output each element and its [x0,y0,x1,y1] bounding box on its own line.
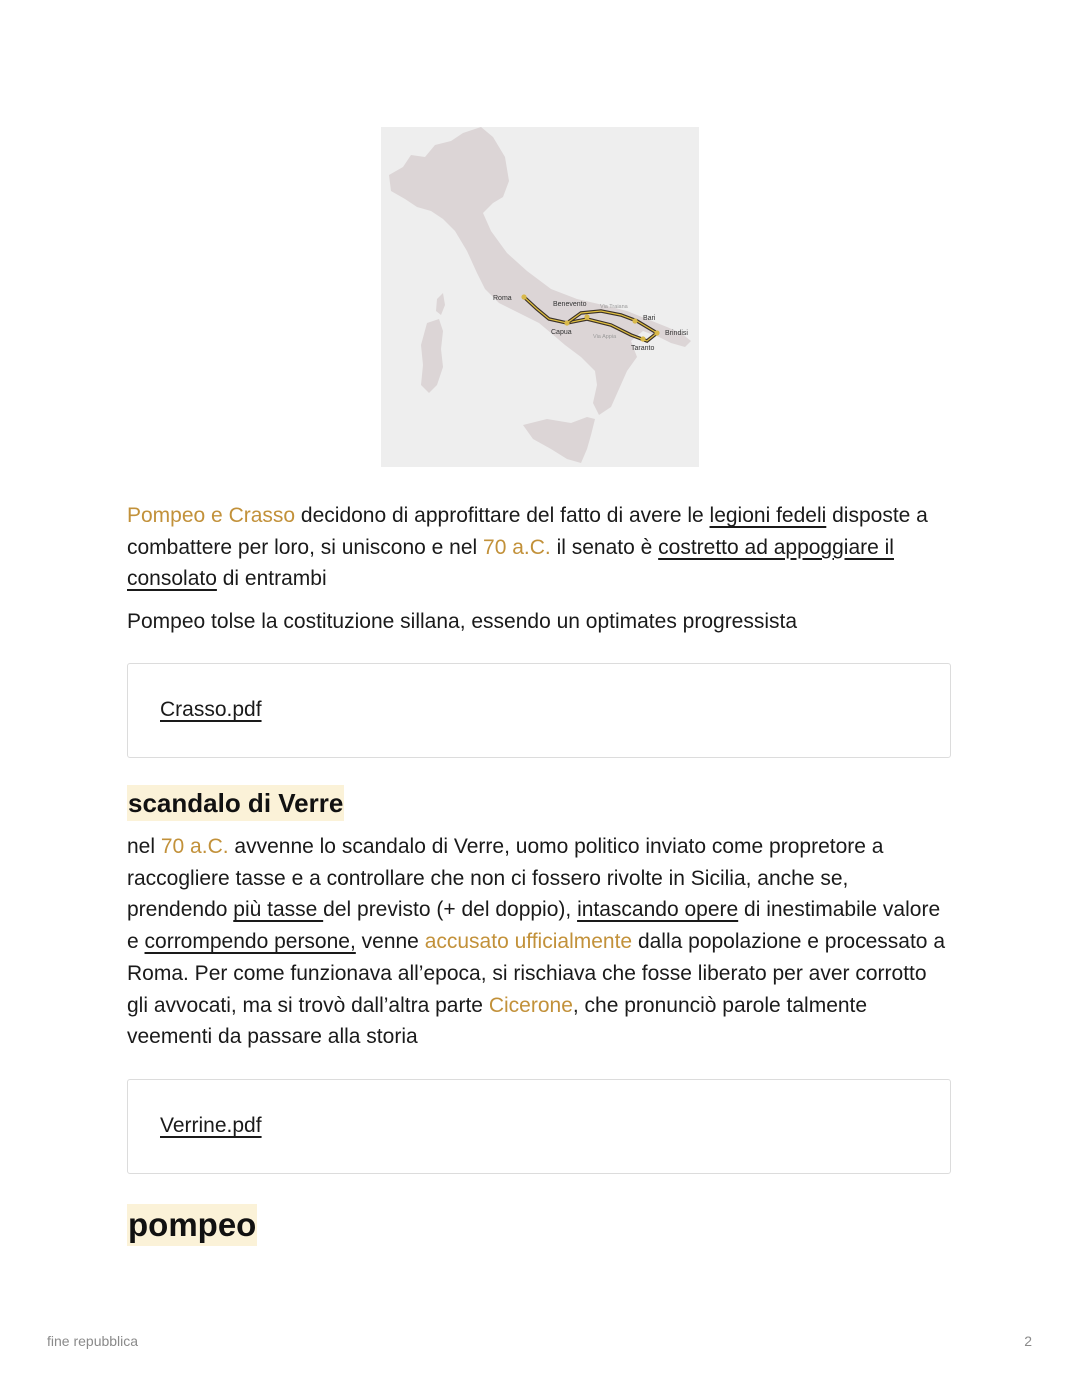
roma-label: Roma [493,295,512,302]
crasso-file-card[interactable] [127,663,951,758]
roma-dot [521,294,526,299]
consolato-paragraph [127,500,953,595]
text-span: nel [127,835,161,858]
bari-label: Bari [643,315,656,322]
verrine-file-card[interactable] [127,1079,951,1174]
verre-paragraph [127,831,953,1053]
scandalo-verre-heading: scandalo di Verre [127,785,344,821]
text-span: di inestimabile valore e [127,898,941,954]
text-span: , che pronunciò parole talmente veementi da passare alla storia [127,993,868,1049]
costituzione-paragraph: Pompeo tolse la costituzione sillana, essendo un optimates progressista [127,610,798,634]
text-span: disposte a combattere per loro, si uniscono e nel [127,504,928,559]
accusato-highlight: accusato ufficialmente [424,930,633,954]
text-span: venne [355,930,425,954]
via-traiana-label: Via Traiana [600,304,628,310]
date-highlight: 70 a.C. [160,835,229,858]
text-span: del previsto (+ del doppio), [323,898,578,922]
consolato-underline: costretto ad appoggiare il consolato [127,535,894,591]
capua-label: Capua [551,329,572,336]
section-pompeo-crasso [127,500,953,638]
pompeo-e-crasso-highlight: Pompeo e Crasso [127,504,296,527]
sardinia [421,319,443,393]
intascando-opere-underline: intascando opere [577,898,739,922]
brindisi-dot [654,330,659,335]
footer-page-number: 2 [1024,1333,1032,1349]
capua-dot [564,320,569,325]
footer-document-title: fine repubblica [47,1333,139,1349]
italy-roads-map [381,127,699,467]
taranto-label: Taranto [631,345,655,352]
bari-dot [632,318,637,323]
verrine-pdf-link[interactable]: Verrine.pdf [160,1114,262,1137]
benevento-dot [584,314,589,319]
via-appia-label: Via Appia [593,334,617,340]
date-highlight: 70 a.C. [483,535,551,559]
legioni-fedeli-underline: legioni fedeli [709,504,827,527]
text-span: avvenne lo scandalo di Verre, uomo politico inviato come propretore a raccogliere tasse e a controllare che non ci fossero rivolte in Sicilia, anche se, prendendo [127,835,884,922]
text-span: il senato è [550,535,659,559]
corrompendo-persone-underline: corrompendo persone, [144,930,356,954]
text-span: di entrambi [216,567,327,591]
crasso-pdf-link[interactable]: Crasso.pdf [160,698,262,721]
corsica [436,293,445,315]
section-verre [127,831,953,1053]
brindisi-label: Brindisi [665,330,688,337]
text-span: dalla popolazione e processato a Roma. Per come funzionava all’epoca, si rischiava che fosse liberato per aver corrotto gli avvocati, ma si trovò dall’altra parte [127,930,945,1017]
benevento-label: Benevento [553,301,587,308]
cicerone-highlight: Cicerone [488,993,573,1017]
taranto-dot [640,336,645,341]
text-span: decidono di approfittare del fatto di avere le [295,504,710,527]
piu-tasse-underline: più tasse [233,898,324,922]
sicily [523,417,595,463]
pompeo-heading: pompeo [127,1204,257,1246]
